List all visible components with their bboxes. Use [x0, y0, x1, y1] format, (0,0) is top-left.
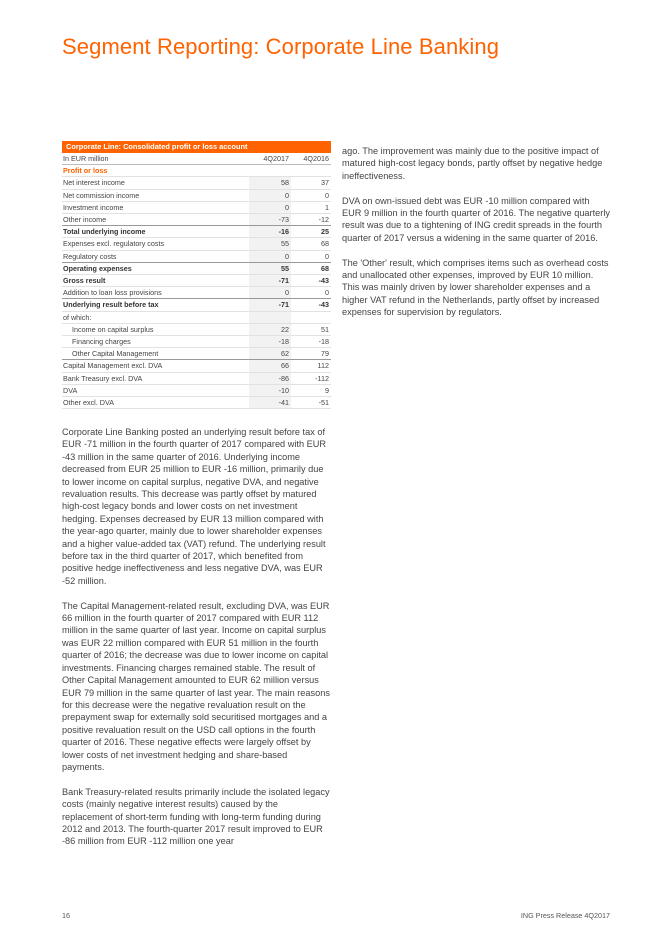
header-col-4q2017: 4Q2017 — [249, 153, 291, 165]
left-column-text — [62, 426, 330, 860]
paragraph: DVA on own-issued debt was EUR -10 million compared with EUR 9 million in the fourth quarter of 2016. The negative quarterly result was due to a tightening of ING credit spreads in the fourth quarter of 2017 versus a widening in the same quarter of 2016. — [342, 195, 610, 243]
table-section-row — [62, 165, 331, 177]
table-row: of which: — [62, 311, 331, 323]
table-row: Other income -73 -12 — [63, 215, 329, 225]
table-row: Financing charges -18 -18 — [62, 336, 331, 348]
table-row: Other Capital Management 62 79 — [62, 348, 331, 360]
paragraph: Bank Treasury-related results primarily include the isolated legacy costs (mainly negative interest results) caused by the replacement of short-term funding with long-term funding during 2012 and 2013. The fourth-quarter 2017 result improved to EUR -86 million from EUR -112 million one year — [62, 786, 330, 847]
table-row: Regulatory costs 0 0 — [63, 251, 329, 261]
header-col-4q2016: 4Q2016 — [291, 153, 331, 165]
table-row: Expenses excl. regulatory costs 55 68 — [63, 239, 329, 249]
table-row: Investment income 0 1 — [63, 202, 329, 212]
table-row-total: Underlying result before tax -71 -43 — [63, 300, 329, 310]
paragraph: The Capital Management-related result, excluding DVA, was EUR 66 million in the fourth quarter of 2017 compared with EUR 112 million in the same quarter of last year. Income on capital surplus was EUR 22 million compared with EUR 51 million in the fourth quarter of 2016; the decrease was due to lower income on capital investments. Financing charges remained stable. The result of Other Capital Management amounted to EUR 62 million versus EUR 79 million in the same quarter of last year. The main reasons for this decrease were the negative revaluation result on the prepayment swap for externally sold securitised mortgages and a positive revaluation result on the USD call options in the fourth quarter of 2016. These negative effects were largely offset by lower costs of net investment hedging and share-based payments. — [62, 600, 330, 772]
table-row: Net interest income 58 37 — [63, 178, 329, 188]
header-label: In EUR million — [62, 153, 249, 165]
table-row: Addition to loan loss provisions 0 0 — [63, 288, 329, 298]
table-header-row — [62, 153, 331, 165]
table-row: Income on capital surplus 22 51 — [62, 323, 331, 335]
paragraph: Corporate Line Banking posted an underlying result before tax of EUR -71 million in the fourth quarter of 2017 compared with EUR -43 million in the same quarter of 2016. Underlying income decreased from EUR 25 million to EUR -16 million, primarily due to lower income on capital surplus, negative DVA, and negative revaluation results. This decrease was partly offset by matured high-cost legacy bonds and lower costs on net investment hedging. Expenses decreased by EUR 13 million compared with the year-ago quarter, mainly due to lower shareholder expenses and a higher value-added tax (VAT) refund. The underlying result before tax in the third quarter of 2017, which benefited from positive hedge ineffectiveness and less negative DVA, was EUR -52 million. — [62, 427, 327, 586]
table-row: Net commission income 0 0 — [63, 190, 329, 200]
page-number: 16 — [62, 911, 70, 920]
section-label: Profit or loss — [62, 165, 249, 177]
page-title: Segment Reporting: Corporate Line Banking — [62, 34, 500, 59]
profit-loss-table — [62, 141, 331, 409]
right-column-text — [342, 145, 610, 331]
table-row-total: Operating expenses 55 68 — [63, 263, 329, 273]
table-row: DVA -10 9 — [63, 385, 329, 395]
table-row-total: Gross result -71 -43 — [63, 276, 329, 286]
table-row: Bank Treasury excl. DVA -86 -112 — [63, 373, 329, 383]
paragraph: The 'Other' result, which comprises items such as overhead costs and unallocated other expenses, improved by EUR 10 million. This was mainly driven by lower shareholder expenses and a higher VAT refund in the Netherlands, partly offset by increased expenses for supervision by regulators. — [342, 257, 609, 318]
table-row-total: Total underlying income -16 25 — [63, 227, 329, 237]
publication-name: ING Press Release 4Q2017 — [520, 911, 610, 920]
table-row: Other excl. DVA -41 -51 — [63, 398, 329, 408]
table-row: Capital Management excl. DVA 66 112 — [63, 361, 329, 371]
table-caption: Corporate Line: Consolidated profit or loss account — [62, 141, 331, 153]
paragraph: ago. The improvement was mainly due to the positive impact of matured high-cost legacy bonds, partly offset by negative hedge ineffectiveness. — [342, 146, 603, 181]
